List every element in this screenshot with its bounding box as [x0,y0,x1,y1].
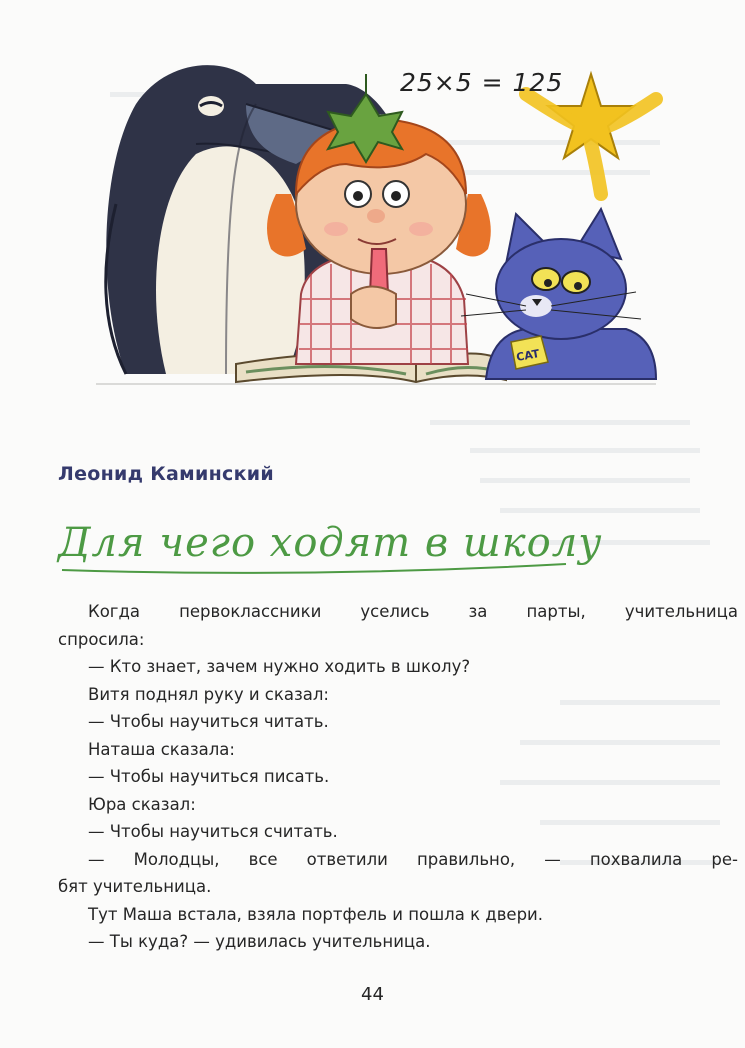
paragraph-3: — Кто знает, зачем нужно ходить в школу? [88,657,471,676]
author-name: Леонид Каминский [58,463,275,485]
paragraph-6: Наташа сказала: [88,739,235,759]
story-title [58,512,603,587]
math-equation: 25×5 = 125 [400,68,564,97]
paragraph-12: Тут Маша встала, взяла портфель и пошла к двери. [88,904,544,924]
paragraph-10: — Молодцы, все ответили правильно, — похвалила ре- [88,849,738,869]
story-body [58,598,738,956]
page-number: 44 [361,984,384,1005]
story-title-text: Для чего ходят в школу [58,520,603,566]
paragraph-5: — Чтобы научиться читать. [88,712,329,731]
cat-shirt-text: CAT [515,347,541,364]
paragraph-8: Юра сказал: [88,794,196,814]
paragraph-9: — Чтобы научиться считать. [88,822,338,841]
paragraph-7: — Чтобы научиться писать. [88,767,330,786]
paragraph-11: бят учительница. [58,877,212,896]
paragraph-4: Витя поднял руку и сказал: [88,684,329,704]
paragraph-1: Когда первоклассники уселись за парты, учительница [88,602,738,621]
paragraph-2: спросила: [58,629,145,649]
paragraph-13: — Ты куда? — удивилась учительница. [88,932,431,951]
